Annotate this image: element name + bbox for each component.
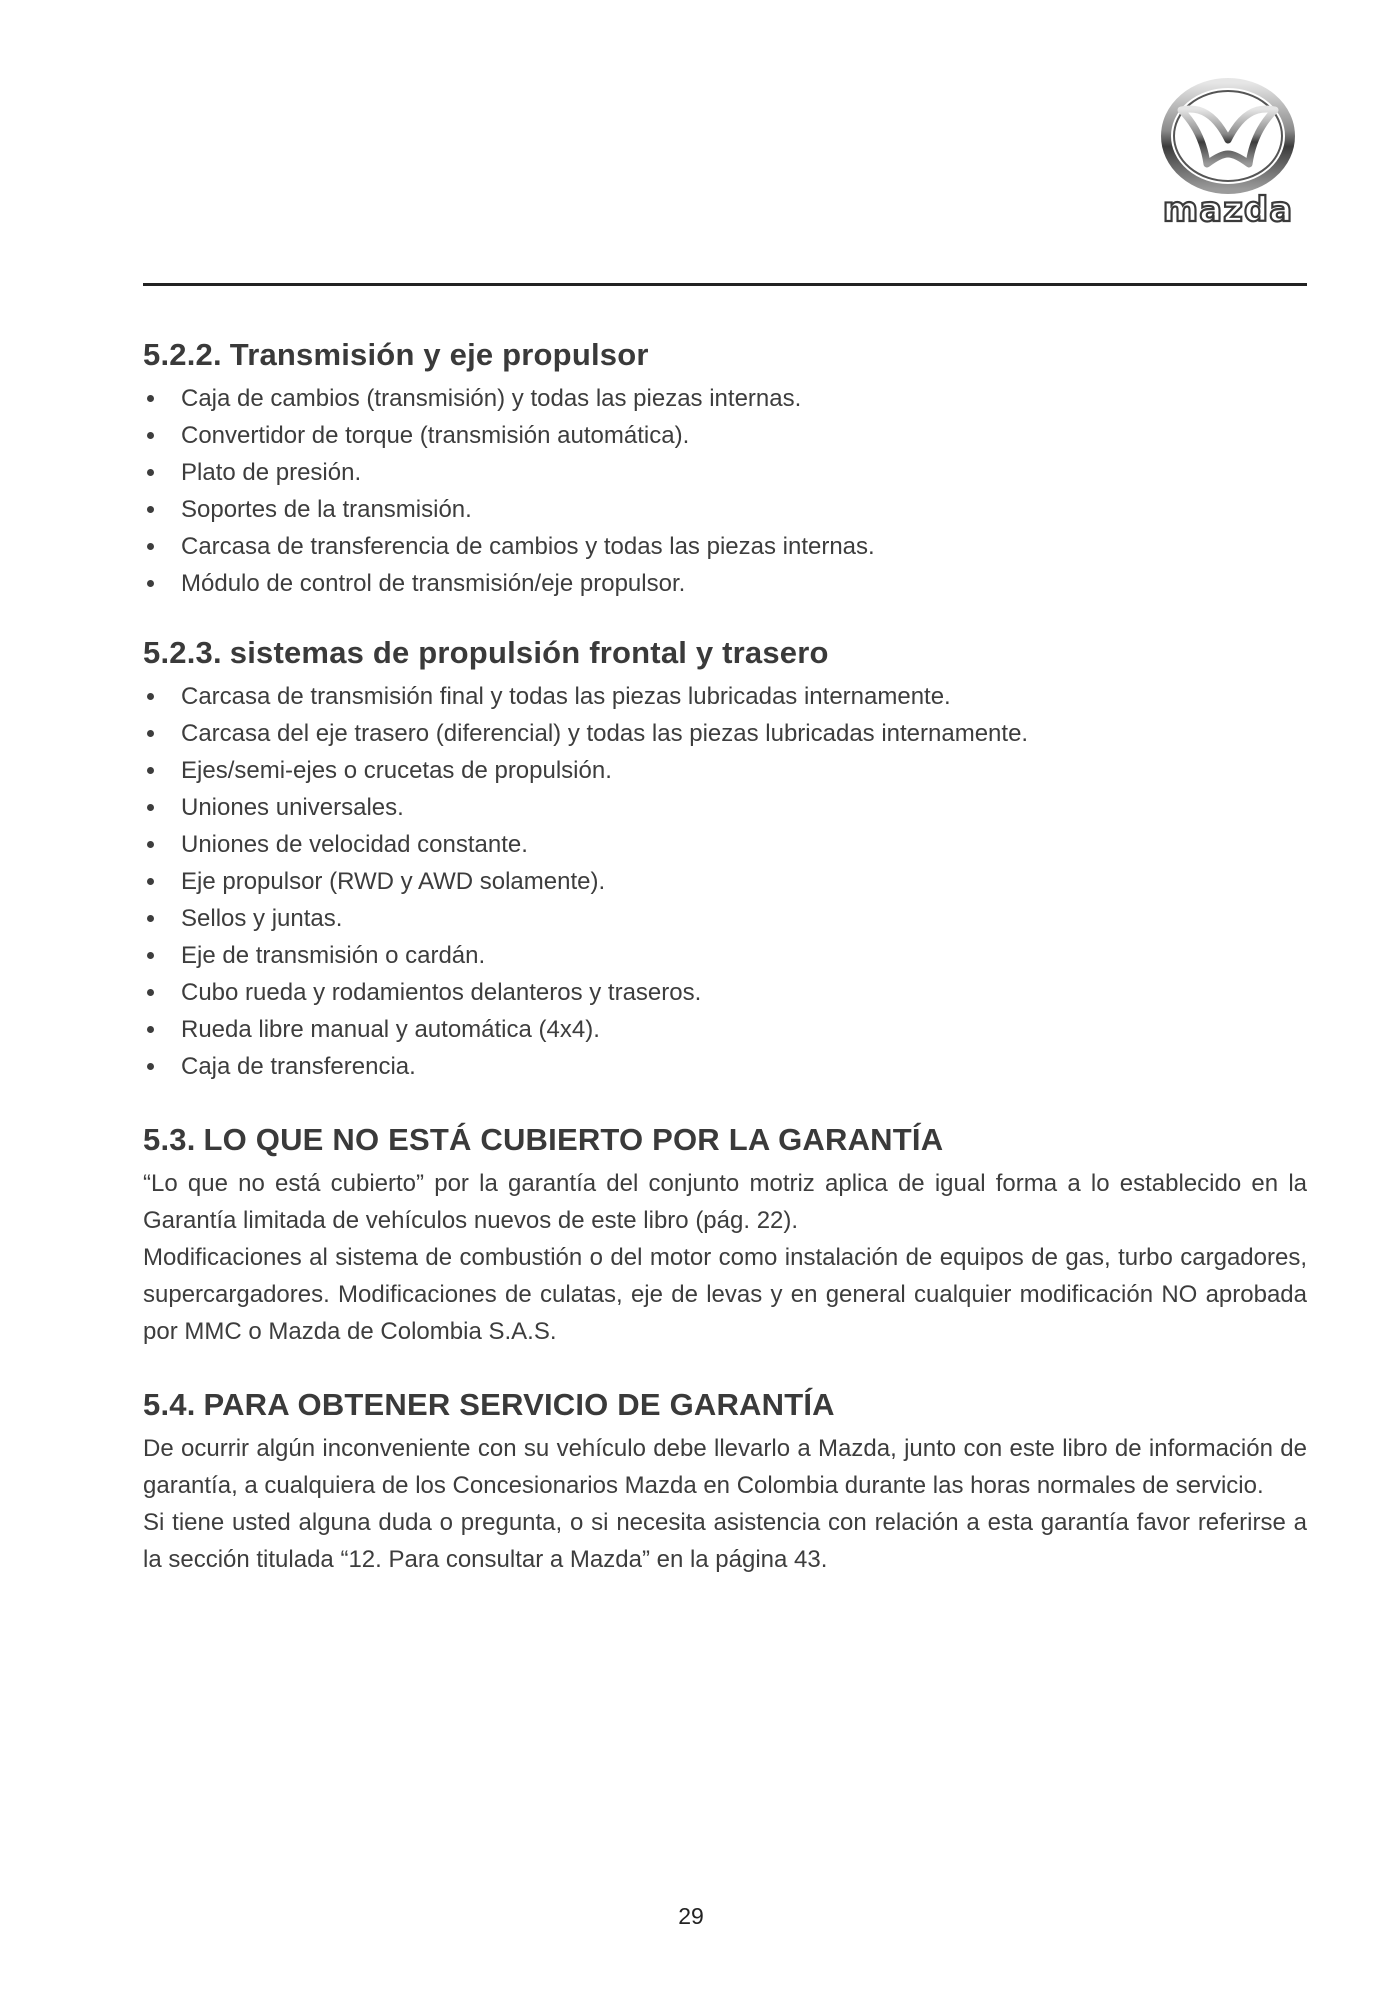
list-item: Carcasa del eje trasero (diferencial) y todas las piezas lubricadas internamente. xyxy=(143,715,1307,752)
list-item: Módulo de control de transmisión/eje propulsor. xyxy=(143,565,1307,602)
section-heading-5-3: 5.3. LO QUE NO ESTÁ CUBIERTO POR LA GARANTÍA xyxy=(143,1122,944,1157)
header-divider xyxy=(143,283,1307,286)
list-item: Soportes de la transmisión. xyxy=(143,491,1307,528)
paragraph: Modificaciones al sistema de combustión o del motor como instalación de equipos de gas, turbo cargadores, supercargadores. Modificaciones de culatas, eje de levas y en general cualquier modificación NO aprobada por MMC o Mazda de Colombia S.A.S. xyxy=(143,1244,1307,1345)
list-item: Convertidor de torque (transmisión automática). xyxy=(143,417,1307,454)
list-item: Eje propulsor (RWD y AWD solamente). xyxy=(143,863,1307,900)
mazda-wordmark: mazda xyxy=(1162,190,1294,230)
section-heading-5-2-2: 5.2.2. Transmisión y eje propulsor xyxy=(143,337,649,372)
paragraph: Si tiene usted alguna duda o pregunta, o si necesita asistencia con relación a esta garantía favor referirse a la sección titulada “12. Para consultar a Mazda” en la página 43. xyxy=(143,1509,1307,1573)
list-item: Uniones de velocidad constante. xyxy=(143,826,1307,863)
bullet-list-5-2-3 xyxy=(143,678,1307,1085)
page-content xyxy=(143,330,1307,1578)
list-item: Sellos y juntas. xyxy=(143,900,1307,937)
list-item: Eje de transmisión o cardán. xyxy=(143,937,1307,974)
section-heading-5-2-3: 5.2.3. sistemas de propulsión frontal y trasero xyxy=(143,635,829,670)
list-item: Uniones universales. xyxy=(143,789,1307,826)
paragraph: “Lo que no está cubierto” por la garantía del conjunto motriz aplica de igual forma a lo establecido en la Garantía limitada de vehículos nuevos de este libro (pág. 22). xyxy=(143,1170,1307,1234)
page-number: 29 xyxy=(678,1903,704,1929)
mazda-logo xyxy=(1145,78,1310,233)
paragraph: De ocurrir algún inconveniente con su vehículo debe llevarlo a Mazda, junto con este libro de información de garantía, a cualquiera de los Concesionarios Mazda en Colombia durante las horas normales de servicio. xyxy=(143,1435,1307,1499)
list-item: Rueda libre manual y automática (4x4). xyxy=(143,1011,1307,1048)
list-item: Carcasa de transferencia de cambios y todas las piezas internas. xyxy=(143,528,1307,565)
list-item: Carcasa de transmisión final y todas las piezas lubricadas internamente. xyxy=(143,678,1307,715)
mazda-emblem-icon xyxy=(1145,78,1310,233)
list-item: Cubo rueda y rodamientos delanteros y traseros. xyxy=(143,974,1307,1011)
list-item: Caja de cambios (transmisión) y todas las piezas internas. xyxy=(143,380,1307,417)
bullet-list-5-2-2 xyxy=(143,380,1307,602)
list-item: Plato de presión. xyxy=(143,454,1307,491)
list-item: Ejes/semi-ejes o crucetas de propulsión. xyxy=(143,752,1307,789)
list-item: Caja de transferencia. xyxy=(143,1048,1307,1085)
section-heading-5-4: 5.4. PARA OBTENER SERVICIO DE GARANTÍA xyxy=(143,1387,835,1422)
